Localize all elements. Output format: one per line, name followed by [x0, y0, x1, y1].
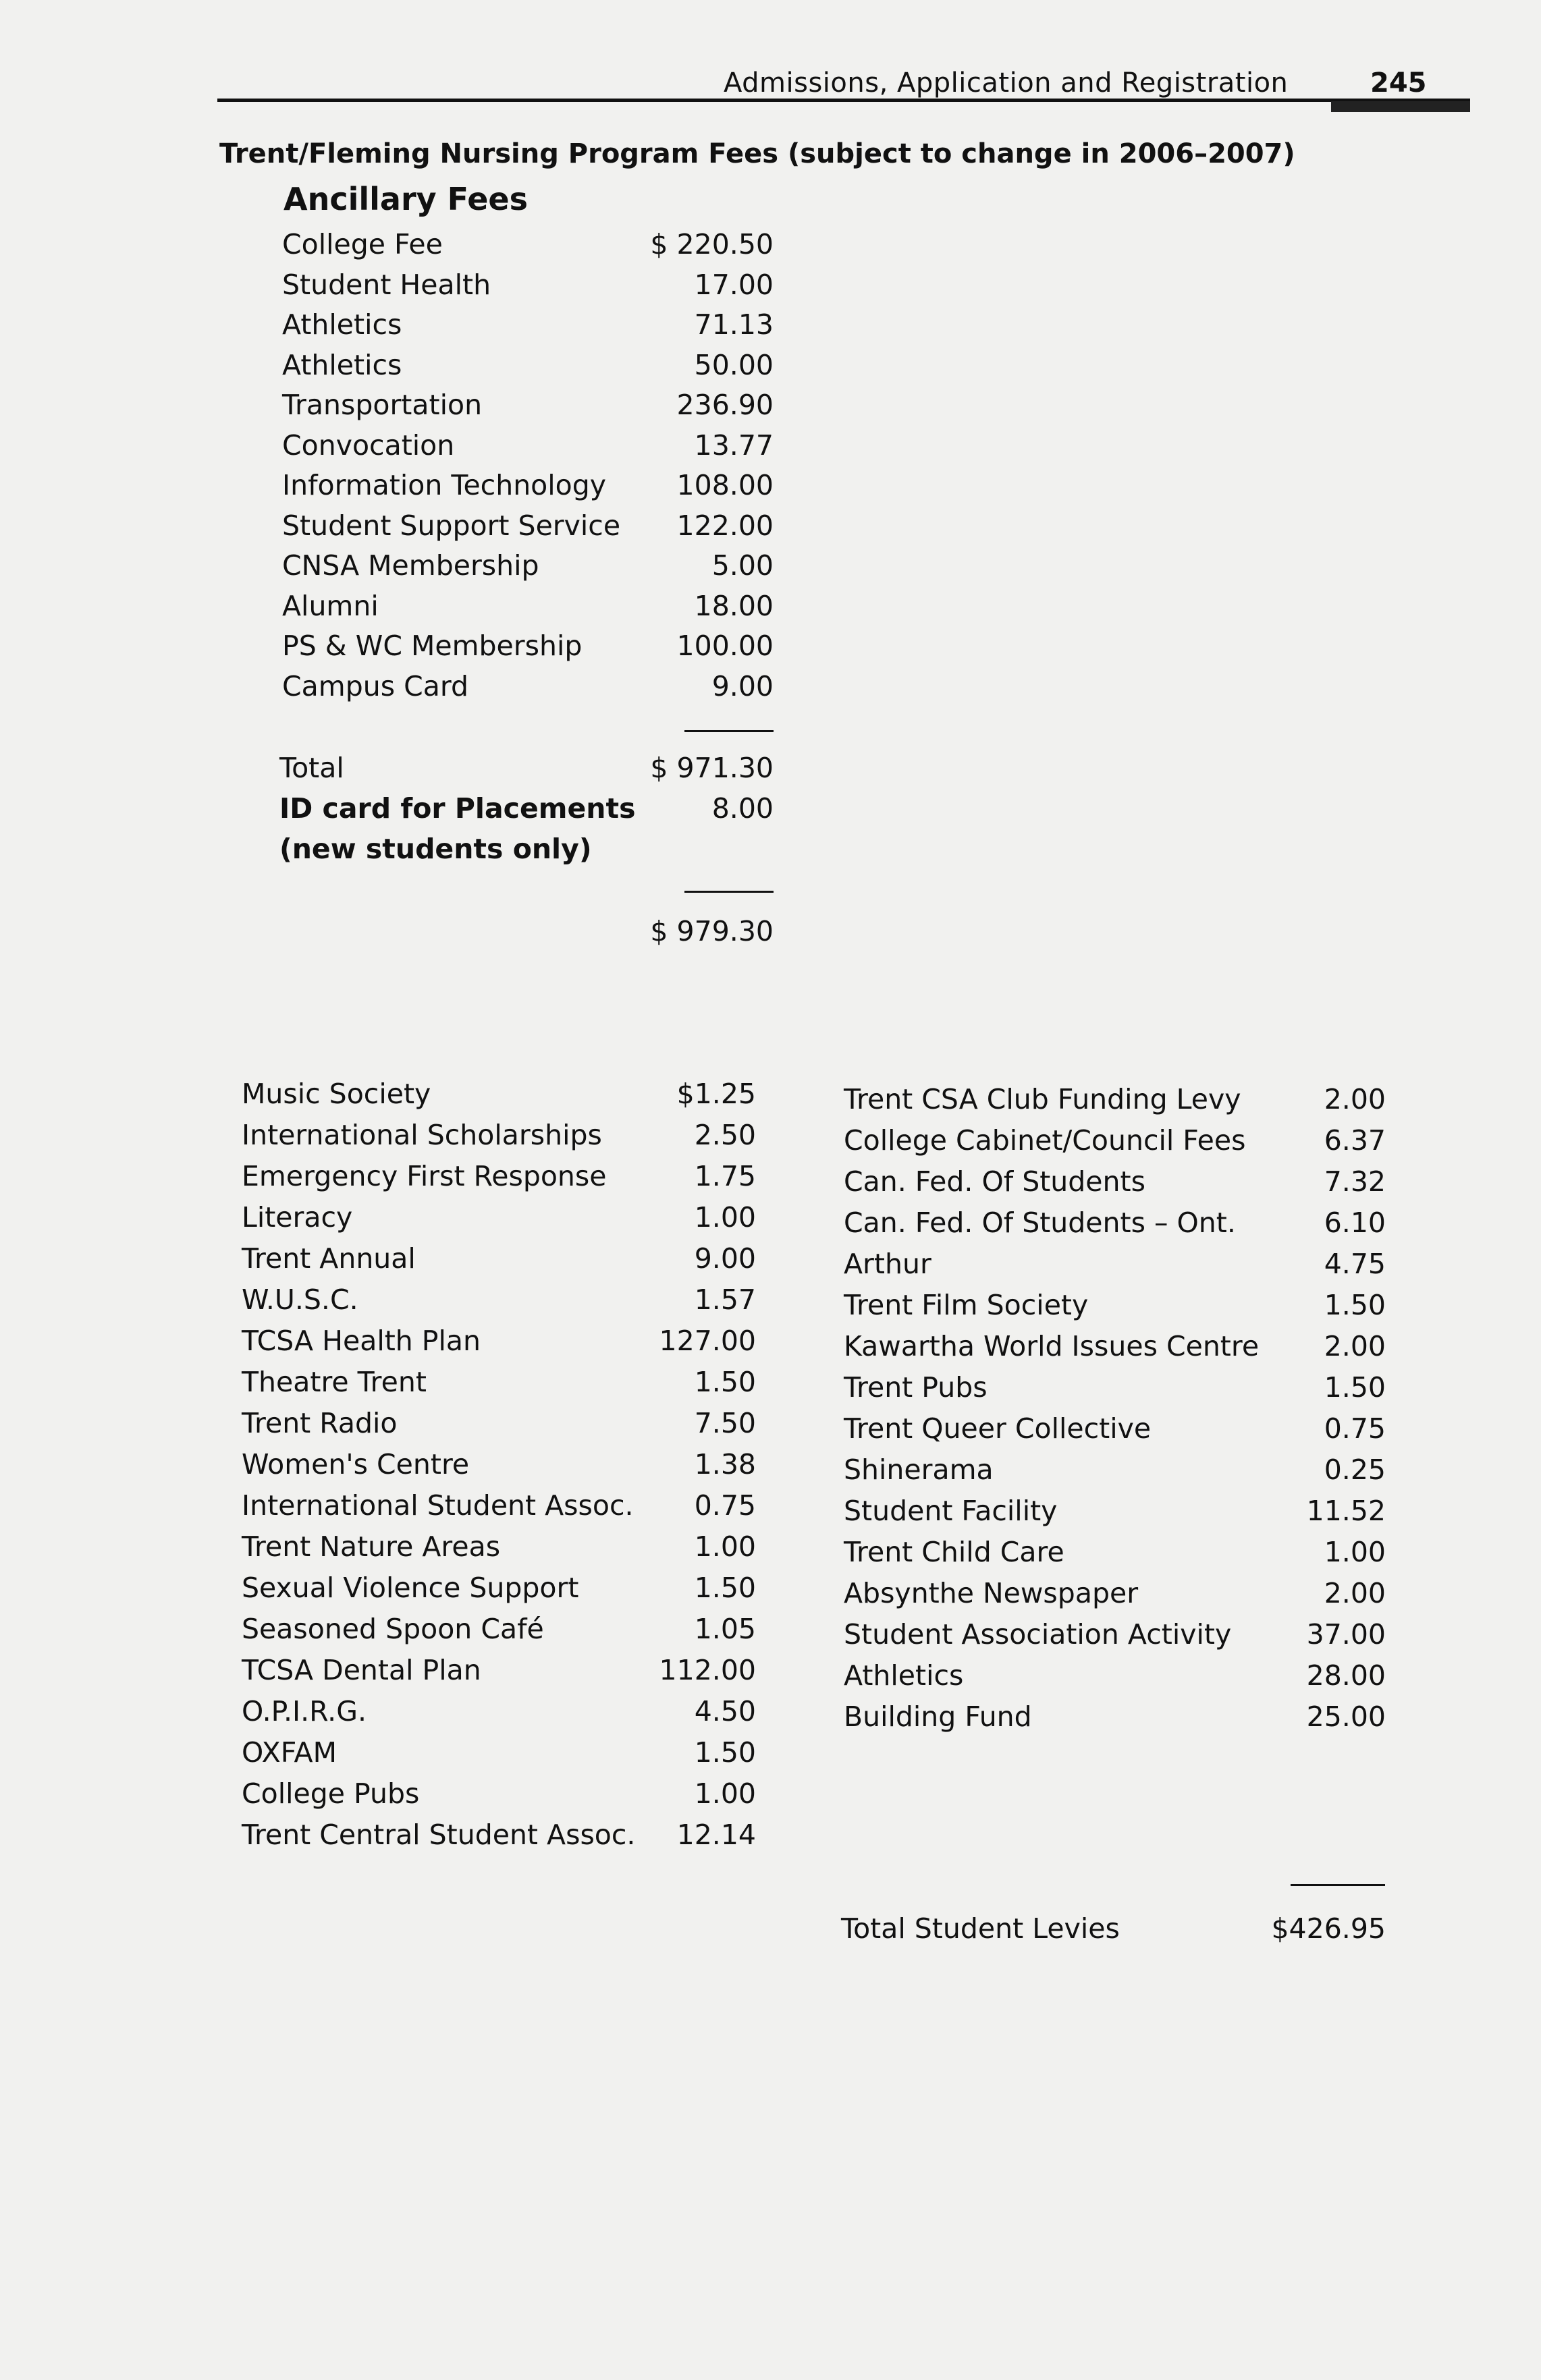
ancillary-fee-row-value: 17.00	[694, 268, 774, 301]
levy-row-right	[0, 1367, 1541, 1408]
levy-row-right-label: Absynthe Newspaper	[844, 1577, 1139, 1609]
levy-row-left-label: TCSA Dental Plan	[242, 1654, 481, 1686]
levy-row-left-label: Trent Radio	[242, 1407, 398, 1439]
fees-title: Trent/Fleming Nursing Program Fees (subject to change in 2006–2007)	[219, 138, 1295, 169]
levy-row-left-value: 1.75	[694, 1160, 756, 1192]
levy-row-right	[0, 1696, 1541, 1737]
ancillary-fee-row-value: 18.00	[694, 589, 774, 622]
levy-row-right-value: 1.50	[1324, 1371, 1386, 1404]
levy-row-right-label: Student Facility	[844, 1495, 1058, 1527]
levy-row-left-value: 127.00	[659, 1325, 756, 1357]
levy-row-right-label: Student Association Activity	[844, 1618, 1232, 1651]
levy-row-right-value: 1.00	[1324, 1536, 1386, 1568]
levies-total-row	[0, 1908, 1541, 1949]
ancillary-fee-row-label: Athletics	[282, 348, 402, 381]
ancillary-fee-row	[0, 304, 1541, 345]
levy-row-left-label: O.P.I.R.G.	[242, 1695, 367, 1727]
levy-row-right-label: Building Fund	[844, 1700, 1032, 1733]
total-value: $ 971.30	[650, 752, 774, 784]
ancillary-fee-row	[0, 345, 1541, 385]
levy-row-right	[0, 1449, 1541, 1490]
levy-row-right-value: 6.37	[1324, 1124, 1386, 1157]
levy-row-left-label: Emergency First Response	[242, 1160, 607, 1192]
levy-row-right	[0, 1326, 1541, 1366]
levy-row-right	[0, 1120, 1541, 1161]
ancillary-fee-row-label: Convocation	[282, 428, 455, 462]
ancillary-fee-row	[0, 666, 1541, 707]
ancillary-fee-row-label: Student Health	[282, 268, 491, 301]
levy-row-right-value: 2.00	[1324, 1577, 1386, 1609]
levy-row-left-label: International Scholarships	[242, 1119, 602, 1151]
levy-row-right	[0, 1079, 1541, 1119]
ancillary-fee-row-value: 108.00	[676, 469, 774, 501]
levy-row-right-label: Trent Pubs	[844, 1371, 988, 1404]
ancillary-fee-row-label: Information Technology	[282, 469, 607, 501]
levy-row-left-label: Literacy	[242, 1201, 353, 1234]
grand-total-row	[0, 911, 1541, 951]
levy-row-right-value: 11.52	[1306, 1495, 1386, 1527]
grand-total-rule	[684, 891, 774, 893]
ancillary-fee-row-label: Alumni	[282, 589, 379, 622]
levies-total-rule	[1291, 1884, 1385, 1886]
levy-row-right	[0, 1202, 1541, 1243]
ancillary-fee-row-label: Athletics	[282, 308, 402, 341]
levy-row-left-value: 1.50	[694, 1736, 756, 1769]
levy-row-right-value: 0.75	[1324, 1412, 1386, 1445]
levy-row-right-value: 2.00	[1324, 1083, 1386, 1115]
ancillary-fee-row-value: 13.77	[694, 428, 774, 462]
header-rule	[217, 99, 1470, 102]
levy-row-right-value: 6.10	[1324, 1207, 1386, 1239]
ancillary-fee-row	[0, 385, 1541, 425]
levy-row-right-label: Can. Fed. Of Students – Ont.	[844, 1207, 1236, 1239]
levy-row-right-label: Trent CSA Club Funding Levy	[844, 1083, 1241, 1115]
levy-row-left-value: 9.00	[694, 1242, 756, 1275]
levy-row-right	[0, 1161, 1541, 1202]
ancillary-fee-row	[0, 224, 1541, 265]
levy-row-right	[0, 1614, 1541, 1655]
ancillary-fee-row-label: Campus Card	[282, 669, 469, 702]
grand-total-value: $ 979.30	[650, 915, 774, 947]
levy-row-right-value: 2.00	[1324, 1330, 1386, 1362]
levy-row-right-value: 25.00	[1306, 1700, 1386, 1733]
levy-row-left-value: 12.14	[676, 1819, 756, 1851]
subtotal-rule	[684, 730, 774, 732]
levy-row-left	[0, 1815, 1541, 1855]
levy-row-left-value: 1.00	[694, 1530, 756, 1563]
levy-row-left-value: 1.50	[694, 1366, 756, 1398]
running-header-section: Admissions, Application and Registration	[724, 67, 1289, 99]
id-card-row	[0, 788, 1541, 829]
levy-row-left	[0, 1773, 1541, 1814]
levy-row-right-value: 4.75	[1324, 1248, 1386, 1280]
levy-row-right	[0, 1408, 1541, 1449]
ancillary-fee-row-label: CNSA Membership	[282, 549, 539, 582]
levy-row-right	[0, 1532, 1541, 1572]
levy-row-left-label: Theatre Trent	[242, 1366, 427, 1398]
levy-row-left-label: College Pubs	[242, 1777, 420, 1810]
ancillary-fee-row-value: 5.00	[711, 549, 774, 582]
id-card-value: 8.00	[711, 792, 774, 825]
levy-row-left-value: 1.57	[694, 1283, 756, 1316]
levy-row-left-value: 0.75	[694, 1489, 756, 1522]
ancillary-fee-row-value: 50.00	[694, 348, 774, 381]
page-number: 245	[1370, 67, 1427, 99]
id-card-note: (new students only)	[279, 833, 592, 865]
levy-row-left-value: 1.05	[694, 1613, 756, 1645]
ancillary-fee-row-value: $ 220.50	[650, 228, 774, 260]
ancillary-fee-row-label: Student Support Service	[282, 509, 621, 542]
levy-row-right	[0, 1244, 1541, 1284]
ancillary-fee-row	[0, 626, 1541, 666]
ancillary-heading: Ancillary Fees	[283, 181, 528, 217]
ancillary-fee-row-value: 100.00	[676, 630, 774, 662]
levy-row-left-value: 1.00	[694, 1201, 756, 1234]
levy-row-right	[0, 1491, 1541, 1531]
levy-row-right-label: Shinerama	[844, 1454, 994, 1486]
levy-row-left-value: 4.50	[694, 1695, 756, 1727]
id-card-note-row	[0, 829, 1541, 869]
levy-row-left-label: Trent Nature Areas	[242, 1530, 501, 1563]
levy-row-left-label: Music Society	[242, 1078, 431, 1110]
levy-row-right-value: 7.32	[1324, 1165, 1386, 1198]
levy-row-left-value: 1.00	[694, 1777, 756, 1810]
levy-row-right-label: Trent Queer Collective	[844, 1412, 1152, 1445]
ancillary-fee-row-value: 71.13	[694, 308, 774, 341]
levy-row-right-label: Can. Fed. Of Students	[844, 1165, 1145, 1198]
levy-row-right	[0, 1573, 1541, 1613]
ancillary-fee-row	[0, 425, 1541, 466]
levy-row-right-label: Athletics	[844, 1659, 964, 1692]
ancillary-fee-row-label: Transportation	[282, 389, 483, 421]
levy-row-left-label: W.U.S.C.	[242, 1283, 358, 1316]
ancillary-fee-row	[0, 465, 1541, 505]
levy-row-right	[0, 1285, 1541, 1325]
ancillary-fee-row-value: 9.00	[711, 669, 774, 702]
levy-row-left	[0, 1732, 1541, 1773]
levy-row-right-label: College Cabinet/Council Fees	[844, 1124, 1246, 1157]
levy-row-right-value: 28.00	[1306, 1659, 1386, 1692]
ancillary-fee-row-value: 122.00	[676, 509, 774, 542]
levy-row-right	[0, 1655, 1541, 1696]
levy-row-left-label: TCSA Health Plan	[242, 1325, 481, 1357]
levy-row-left-label: OXFAM	[242, 1736, 337, 1769]
levy-row-right-label: Arthur	[844, 1248, 931, 1280]
header-rule-accent	[1331, 101, 1470, 112]
ancillary-fee-row-label: PS & WC Membership	[282, 630, 583, 662]
levy-row-left-label: Women's Centre	[242, 1448, 470, 1480]
levy-row-left-value: 7.50	[694, 1407, 756, 1439]
ancillary-fee-row	[0, 265, 1541, 305]
levy-row-left-value: 1.38	[694, 1448, 756, 1480]
levy-row-left-value: 2.50	[694, 1119, 756, 1151]
levy-row-left-value: $1.25	[676, 1078, 756, 1110]
ancillary-fee-row-label: College Fee	[282, 228, 443, 260]
total-row	[0, 748, 1541, 788]
levy-row-left-value: 1.50	[694, 1572, 756, 1604]
levy-row-right-label: Kawartha World Issues Centre	[844, 1330, 1260, 1362]
levy-row-left-label: Trent Central Student Assoc.	[242, 1819, 636, 1851]
levies-total-label: Total Student Levies	[841, 1912, 1120, 1945]
levy-row-left-label: International Student Assoc.	[242, 1489, 634, 1522]
levy-row-left-label: Trent Annual	[242, 1242, 416, 1275]
ancillary-fee-row	[0, 545, 1541, 586]
levy-row-left-label: Seasoned Spoon Café	[242, 1613, 544, 1645]
levy-row-right-value: 0.25	[1324, 1454, 1386, 1486]
levy-row-left-label: Sexual Violence Support	[242, 1572, 579, 1604]
levies-total-value: $426.95	[1271, 1912, 1386, 1945]
total-label: Total	[279, 752, 344, 784]
ancillary-fee-row	[0, 505, 1541, 546]
ancillary-fee-row-value: 236.90	[676, 389, 774, 421]
levy-row-right-value: 37.00	[1306, 1618, 1386, 1651]
levy-row-left-value: 112.00	[659, 1654, 756, 1686]
ancillary-fee-row	[0, 586, 1541, 626]
levy-row-right-label: Trent Child Care	[844, 1536, 1064, 1568]
id-card-label: ID card for Placements	[279, 792, 636, 825]
levy-row-right-value: 1.50	[1324, 1289, 1386, 1321]
levy-row-right-label: Trent Film Society	[844, 1289, 1089, 1321]
